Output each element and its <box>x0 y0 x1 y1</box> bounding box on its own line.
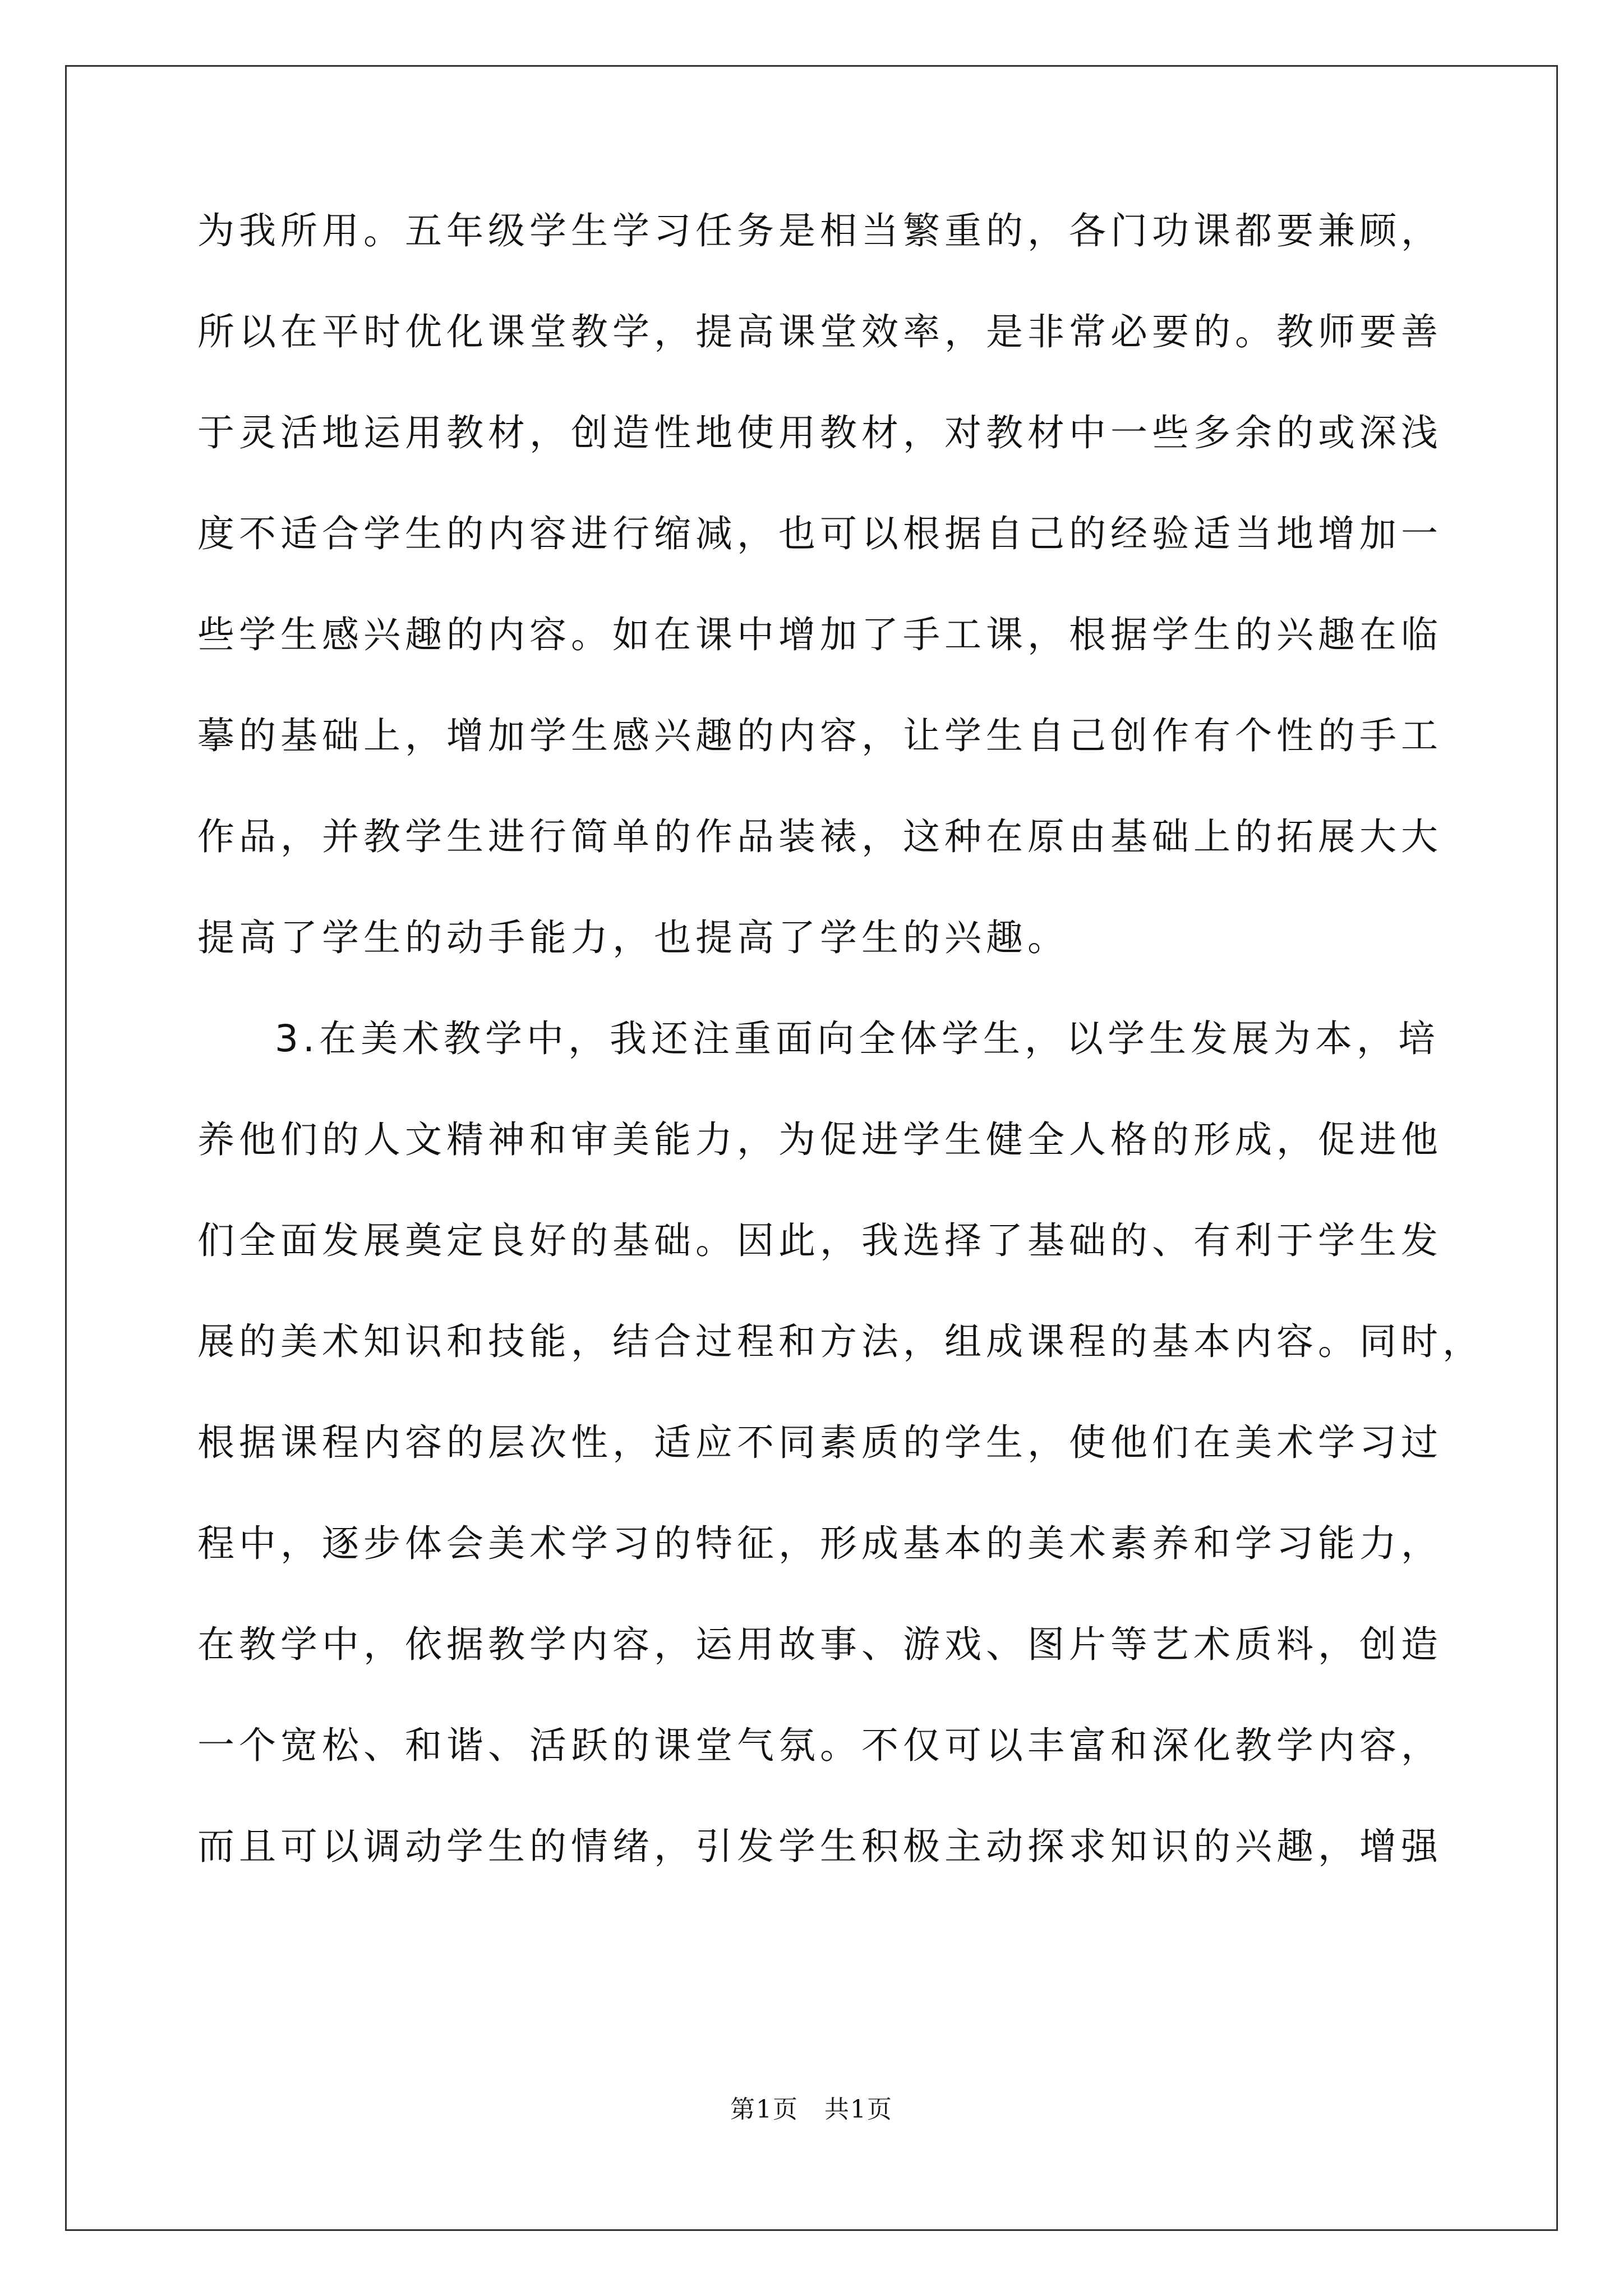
text-line: 于灵活地运用教材，创造性地使用教材，对教材中一些多余的或深浅 <box>197 411 1442 454</box>
text-line: 摹的基础上，增加学生感兴趣的内容，让学生自己创作有个性的手工 <box>197 714 1442 757</box>
text-line: 而且可以调动学生的情绪，引发学生积极主动探求知识的兴趣，增强 <box>197 1825 1442 1868</box>
page-footer <box>0 2094 1623 2125</box>
page-number-total: 共1页 <box>824 2095 893 2124</box>
text-line: 在教学中，依据教学内容，运用故事、游戏、图片等艺术质料，创造 <box>197 1623 1442 1666</box>
text-line: 为我所用。五年级学生学习任务是相当繁重的，各门功课都要兼顾， <box>197 209 1442 252</box>
paragraph-first-line: 3.在美术教学中，我还注重面向全体学生，以学生发展为本，培 <box>275 1017 1440 1060</box>
text-line: 展的美术知识和技能，结合过程和方法，组成课程的基本内容。同时， <box>197 1320 1484 1363</box>
text-line: 作品，并教学生进行简单的作品装裱，这种在原由基础上的拓展大大 <box>197 815 1442 858</box>
text-line: 程中，逐步体会美术学习的特征，形成基本的美术素养和学习能力， <box>197 1522 1442 1565</box>
text-line: 提高了学生的动手能力，也提高了学生的兴趣。 <box>197 916 1069 959</box>
text-line: 根据课程内容的层次性，适应不同素质的学生，使他们在美术学习过 <box>197 1421 1442 1464</box>
text-line: 度不适合学生的内容进行缩减，也可以根据自己的经验适当地增加一 <box>197 512 1442 555</box>
text-line: 所以在平时优化课堂教学，提高课堂效率，是非常必要的。教师要善 <box>197 310 1442 353</box>
text-line: 们全面发展奠定良好的基础。因此，我选择了基础的、有利于学生发 <box>197 1219 1442 1262</box>
text-line: 一个宽松、和谐、活跃的课堂气氛。不仅可以丰富和深化教学内容， <box>197 1724 1442 1767</box>
text-line: 养他们的人文精神和审美能力，为促进学生健全人格的形成，促进他 <box>197 1118 1442 1161</box>
page-number-current: 第1页 <box>730 2095 799 2124</box>
text-line: 些学生感兴趣的内容。如在课中增加了手工课，根据学生的兴趣在临 <box>197 613 1442 656</box>
